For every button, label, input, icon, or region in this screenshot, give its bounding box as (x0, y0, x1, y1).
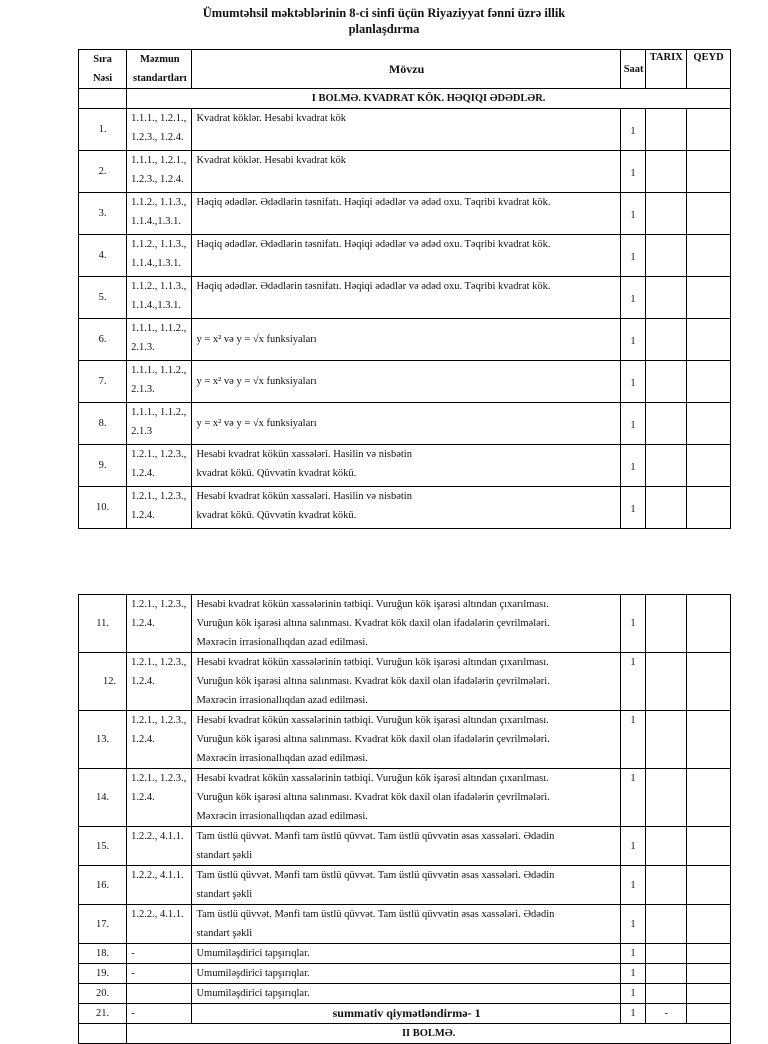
row-hours: 1 (620, 827, 646, 866)
table-row (79, 984, 731, 1004)
table-row (79, 905, 731, 944)
row-topic: Umumiləşdirici tapşırıqlar. (192, 984, 620, 1004)
table-row (79, 361, 731, 403)
row-note (687, 319, 731, 361)
row-standards: 1.2.1., 1.2.3., 1.2.4. (127, 711, 192, 769)
document-title (0, 5, 768, 37)
row-note (687, 403, 731, 445)
row-number: 11. (79, 595, 127, 653)
row-topic: Kvadrat köklər. Hesabi kvadrat kök (192, 151, 620, 193)
header-number: Sıra Nəsi (79, 50, 127, 89)
row-number: 21. (79, 1004, 127, 1024)
row-topic: y = x² və y = √x funksiyaları (192, 403, 620, 445)
row-number: 20. (79, 984, 127, 1004)
row-note (687, 653, 731, 711)
row-standards: 1.1.1., 1.2.1., 1.2.3., 1.2.4. (127, 151, 192, 193)
row-hours: 1 (620, 866, 646, 905)
row-number: 7. (79, 361, 127, 403)
section-row (79, 89, 731, 109)
table-row (79, 827, 731, 866)
row-number: 4. (79, 235, 127, 277)
row-note (687, 445, 731, 487)
plan-table-page-2 (78, 594, 731, 1044)
row-note (687, 827, 731, 866)
row-date (646, 711, 687, 769)
row-number: 18. (79, 944, 127, 964)
row-note (687, 361, 731, 403)
header-date: TARIX (646, 50, 687, 89)
row-number: 16. (79, 866, 127, 905)
row-date: - (646, 1004, 687, 1024)
row-note (687, 193, 731, 235)
row-standards (127, 984, 192, 1004)
row-date (646, 827, 687, 866)
row-date (646, 235, 687, 277)
row-topic: y = x² və y = √x funksiyaları (192, 319, 620, 361)
summative-title: summativ qiymətləndirmə- 1 (192, 1004, 620, 1024)
row-standards: 1.1.2., 1.1.3., 1.1.4.,1.3.1. (127, 277, 192, 319)
row-note (687, 711, 731, 769)
row-topic: Kvadrat köklər. Hesabi kvadrat kök (192, 109, 620, 151)
row-number: 19. (79, 964, 127, 984)
row-number: 3. (79, 193, 127, 235)
row-number: 2. (79, 151, 127, 193)
row-note (687, 151, 731, 193)
row-date (646, 769, 687, 827)
row-hours: 1 (620, 361, 646, 403)
row-note (687, 984, 731, 1004)
row-date (646, 905, 687, 944)
table-row (79, 403, 731, 445)
row-hours: 1 (620, 769, 646, 827)
row-note (687, 109, 731, 151)
row-note (687, 769, 731, 827)
row-note (687, 866, 731, 905)
table-row (79, 769, 731, 827)
row-date (646, 866, 687, 905)
row-date (646, 277, 687, 319)
row-standards: 1.1.2., 1.1.3., 1.1.4.,1.3.1. (127, 235, 192, 277)
row-standards: - (127, 944, 192, 964)
row-standards: 1.1.1., 1.1.2., 2.1.3. (127, 319, 192, 361)
row-number: 15. (79, 827, 127, 866)
row-date (646, 487, 687, 529)
section-title-2: II BOLMƏ. (127, 1024, 731, 1044)
row-hours: 1 (620, 944, 646, 964)
row-topic: Həqiq ədədlər. Ədədlərin təsnifatı. Həqiqi ədədlər və ədəd oxu. Təqribi kvadrat kök. (192, 193, 620, 235)
row-date (646, 595, 687, 653)
table-row (79, 445, 731, 487)
row-date (646, 984, 687, 1004)
plan-table-page-1 (78, 49, 731, 529)
row-date (646, 109, 687, 151)
rows-page-2 (79, 595, 731, 1004)
table-row (79, 319, 731, 361)
row-standards: - (127, 964, 192, 984)
row-number: 17. (79, 905, 127, 944)
table-row (79, 277, 731, 319)
row-standards: 1.2.1., 1.2.3., 1.2.4. (127, 487, 192, 529)
row-standards: 1.1.2., 1.1.3., 1.1.4.,1.3.1. (127, 193, 192, 235)
row-hours: 1 (620, 109, 646, 151)
row-standards: 1.2.1., 1.2.3., 1.2.4. (127, 595, 192, 653)
row-standards: - (127, 1004, 192, 1024)
summative-row (79, 1004, 731, 1024)
row-number: 8. (79, 403, 127, 445)
row-standards: 1.2.1., 1.2.3., 1.2.4. (127, 653, 192, 711)
row-date (646, 193, 687, 235)
row-date (646, 361, 687, 403)
row-standards: 1.2.2., 4.1.1. (127, 827, 192, 866)
row-note (687, 235, 731, 277)
row-note (687, 487, 731, 529)
row-hours: 1 (620, 193, 646, 235)
row-standards: 1.2.1., 1.2.3., 1.2.4. (127, 769, 192, 827)
table-row (79, 711, 731, 769)
row-topic: Hesabi kvadrat kökün xassələrinin tətbiqi. Vuruğun kök işarəsi altından çıxarılması. Vuruğun kök işarəsi altına salınması. Kvadrat kök daxil olan ifadələrin çevrilmələri. Məxrəcin irrasionallıqdan azad edilməsi. (192, 769, 620, 827)
row-number: 5. (79, 277, 127, 319)
row-note (687, 964, 731, 984)
row-hours: 1 (620, 1004, 646, 1024)
header-hours: Saat (620, 50, 646, 89)
row-hours: 1 (620, 711, 646, 769)
row-date (646, 319, 687, 361)
row-number: 6. (79, 319, 127, 361)
row-topic: Həqiq ədədlər. Ədədlərin təsnifatı. Həqiqi ədədlər və ədəd oxu. Təqribi kvadrat kök. (192, 235, 620, 277)
row-topic: Hesabi kvadrat kökün xassələri. Hasilin və nisbətin kvadrat kökü. Qüvvətin kvadrat kökü. (192, 487, 620, 529)
table-header-row (79, 50, 731, 89)
row-standards: 1.1.1., 1.1.2., 2.1.3 (127, 403, 192, 445)
section-title: I BOLMƏ. KVADRAT KÖK. HƏQIQI ƏDƏDLƏR. (127, 89, 731, 109)
row-hours: 1 (620, 235, 646, 277)
section-row-2 (79, 1024, 731, 1044)
row-hours: 1 (620, 905, 646, 944)
row-hours: 1 (620, 445, 646, 487)
row-standards: 1.2.2., 4.1.1. (127, 905, 192, 944)
row-number: 1. (79, 109, 127, 151)
row-topic: Həqiq ədədlər. Ədədlərin təsnifatı. Həqiqi ədədlər və ədəd oxu. Təqribi kvadrat kök. (192, 277, 620, 319)
table-row (79, 653, 731, 711)
row-date (646, 653, 687, 711)
row-standards: 1.1.1., 1.2.1., 1.2.3., 1.2.4. (127, 109, 192, 151)
table-row (79, 151, 731, 193)
table-row (79, 944, 731, 964)
table-row (79, 595, 731, 653)
row-date (646, 964, 687, 984)
table-row (79, 487, 731, 529)
row-hours: 1 (620, 277, 646, 319)
table-row (79, 193, 731, 235)
header-standards: Məzmun standartları (127, 50, 192, 89)
row-topic: y = x² və y = √x funksiyaları (192, 361, 620, 403)
row-topic: Hesabi kvadrat kökün xassələri. Hasilin və nisbətin kvadrat kökü. Qüvvətin kvadrat kökü. (192, 445, 620, 487)
table-row (79, 964, 731, 984)
table-row (79, 235, 731, 277)
table-row (79, 109, 731, 151)
row-standards: 1.2.1., 1.2.3., 1.2.4. (127, 445, 192, 487)
row-note (687, 277, 731, 319)
row-topic: Tam üstlü qüvvət. Mənfi tam üstlü qüvvət. Tam üstlü qüvvətin əsas xassələri. Ədədin standart şəkli (192, 827, 620, 866)
row-hours: 1 (620, 151, 646, 193)
rows-page-1 (79, 109, 731, 529)
row-note (687, 1004, 731, 1024)
row-number: 14. (79, 769, 127, 827)
row-hours: 1 (620, 964, 646, 984)
row-note (687, 905, 731, 944)
row-date (646, 445, 687, 487)
row-standards: 1.1.1., 1.1.2., 2.1.3. (127, 361, 192, 403)
row-note (687, 944, 731, 964)
row-date (646, 944, 687, 964)
row-hours: 1 (620, 487, 646, 529)
table-row (79, 866, 731, 905)
row-number: 10. (79, 487, 127, 529)
title-line-1: Ümumtəhsil məktəblərinin 8-ci sinfi üçün Riyaziyyat fənni üzrə illik (202, 6, 566, 20)
row-hours: 1 (620, 595, 646, 653)
row-date (646, 403, 687, 445)
row-note (687, 595, 731, 653)
row-number: 12. (79, 653, 127, 711)
row-topic: Tam üstlü qüvvət. Mənfi tam üstlü qüvvət. Tam üstlü qüvvətin əsas xassələri. Ədədin standart şəkli (192, 905, 620, 944)
row-hours: 1 (620, 984, 646, 1004)
row-standards: 1.2.2., 4.1.1. (127, 866, 192, 905)
title-line-2: planlaşdırma (348, 22, 420, 36)
row-number: 9. (79, 445, 127, 487)
row-hours: 1 (620, 319, 646, 361)
row-date (646, 151, 687, 193)
header-topic: Mövzu (192, 50, 620, 89)
row-topic: Tam üstlü qüvvət. Mənfi tam üstlü qüvvət. Tam üstlü qüvvətin əsas xassələri. Ədədin standart şəkli (192, 866, 620, 905)
row-topic: Hesabi kvadrat kökün xassələrinin tətbiqi. Vuruğun kök işarəsi altından çıxarılması. Vuruğun kök işarəsi altına salınması. Kvadrat kök daxil olan ifadələrin çevrilmələri. Məxrəcin irrasionallıqdan azad edilməsi. (192, 711, 620, 769)
row-hours: 1 (620, 653, 646, 711)
row-number: 13. (79, 711, 127, 769)
row-topic: Umumiləşdirici tapşırıqlar. (192, 944, 620, 964)
row-topic: Umumiləşdirici tapşırıqlar. (192, 964, 620, 984)
header-note: QEYD (687, 50, 731, 89)
row-topic: Hesabi kvadrat kökün xassələrinin tətbiqi. Vuruğun kök işarəsi altından çıxarılması. Vuruğun kök işarəsi altına salınması. Kvadrat kök daxil olan ifadələrin çevrilmələri. Məxrəcin irrasionallıqdan azad edilməsi. (192, 595, 620, 653)
row-hours: 1 (620, 403, 646, 445)
row-topic: Hesabi kvadrat kökün xassələrinin tətbiqi. Vuruğun kök işarəsi altından çıxarılması. Vuruğun kök işarəsi altına salınması. Kvadrat kök daxil olan ifadələrin çevrilmələri. Məxrəcin irrasionallıqdan azad edilməsi. (192, 653, 620, 711)
